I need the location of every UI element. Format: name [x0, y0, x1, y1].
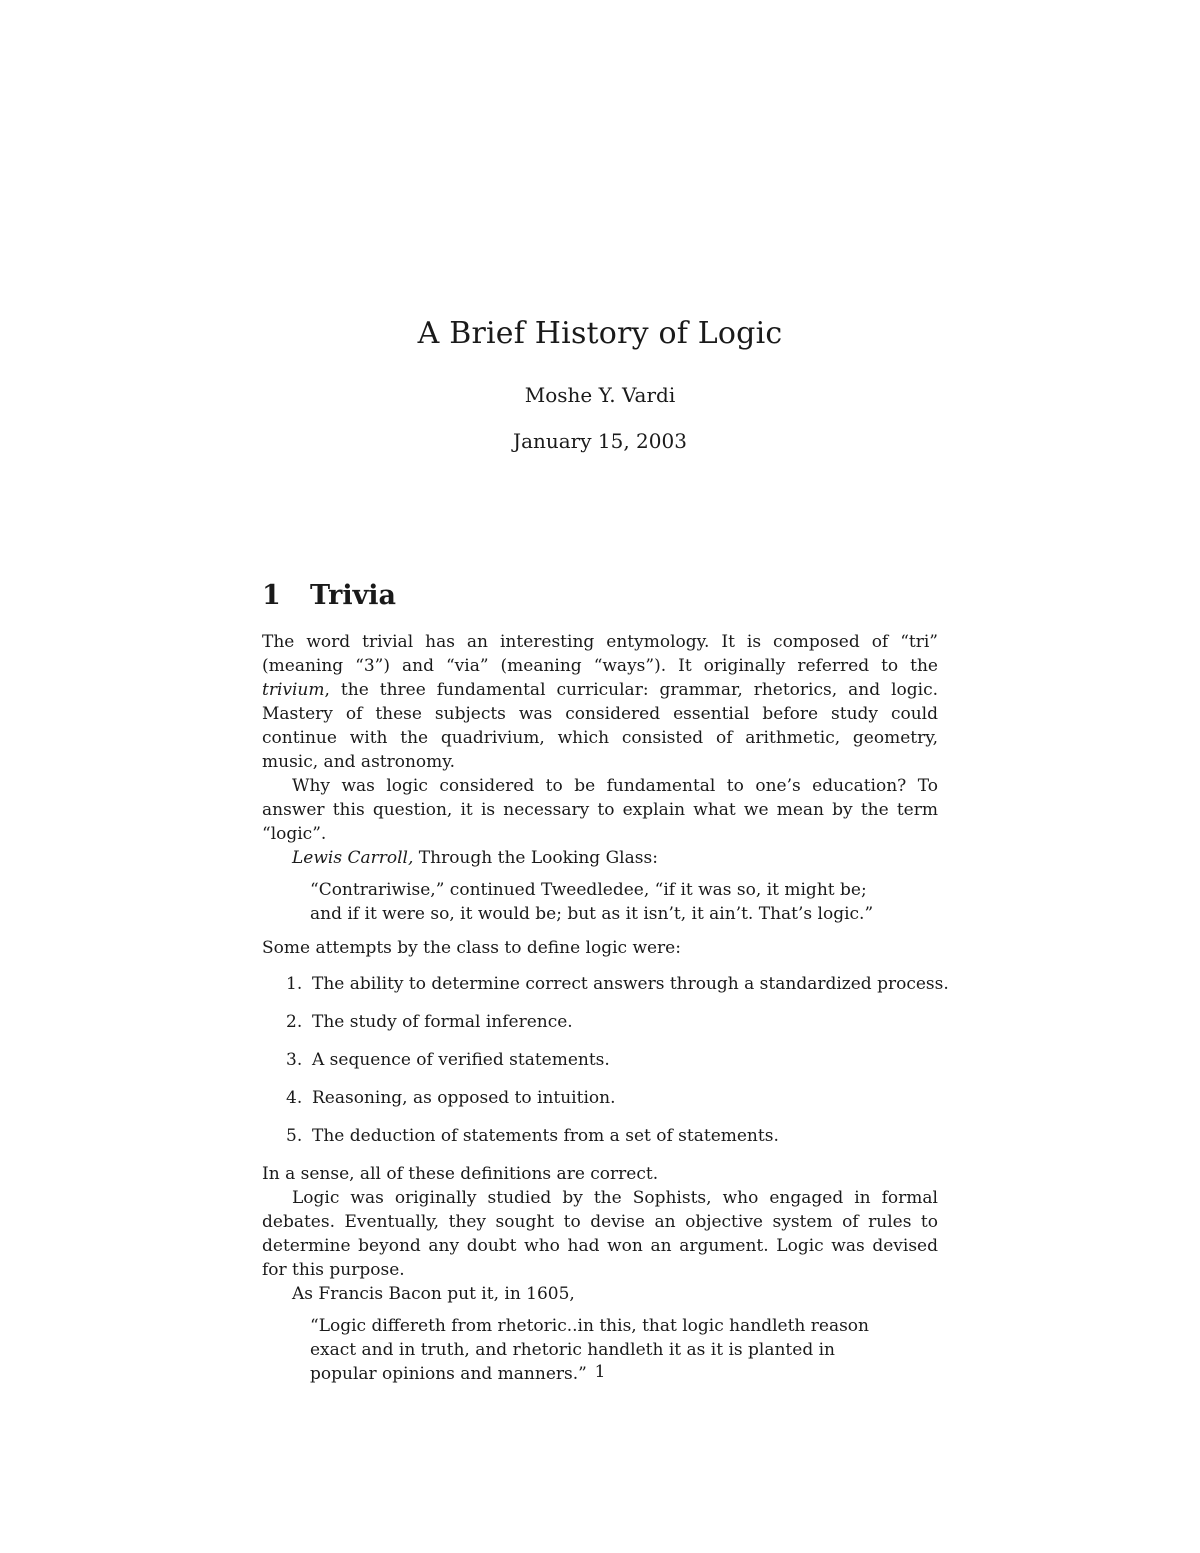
paper-date: January 15, 2003: [513, 429, 687, 453]
list-item: [286, 1010, 938, 1034]
paragraph-text: The word trivial has an interesting entymology. It is composed of “tri” (meaning “3”) and “via” (meaning “ways”). It originally referred to the: [262, 632, 938, 676]
list-item-number: 2.: [286, 1012, 303, 1032]
page-number: 1: [594, 1362, 606, 1382]
paragraph-bacon-intro: As Francis Bacon put it, in 1605,: [292, 1284, 575, 1304]
list-item: [286, 972, 949, 996]
list-item-text: The deduction of statements from a set of statements.: [312, 1126, 779, 1146]
definitions-list: [286, 972, 949, 1148]
emphasis-trivium: trivium: [262, 680, 325, 700]
section-title: Trivia: [310, 580, 397, 611]
list-item-text: The ability to determine correct answers through a standardized process.: [312, 974, 949, 994]
quote-text: “Contrariwise,” continued Tweedledee, “if it was so, it might be; and if it were so, it would be; but as it isn’t, it ain’t. That’s logic.”: [310, 880, 874, 924]
list-item-text: Reasoning, as opposed to intuition.: [312, 1088, 616, 1108]
paragraph-text: Through the Looking Glass:: [413, 848, 658, 868]
quote-text: “Logic differeth from rhetoric..in this, that logic handleth reason exact and in truth, and rhetoric handleth it as it is planted in popular opinions and manners.”: [310, 1316, 869, 1384]
paragraph-definitions-intro: Some attempts by the class to define logic were:: [262, 938, 681, 958]
paragraph-text: , the three fundamental curricular: grammar, rhetorics, and logic. Mastery of these subjects was considered essential before study could continue with the quadrivium, which consisted of arithmetic, geometry, music, and astronomy.: [262, 680, 938, 772]
list-item-text: A sequence of verified statements.: [312, 1050, 610, 1070]
section-body: [262, 630, 949, 1396]
paragraph-citation: [262, 846, 938, 870]
section-heading: [262, 580, 396, 611]
list-item: [286, 1124, 938, 1148]
paragraph-etymology: [262, 630, 938, 774]
list-item-number: 1.: [286, 974, 303, 994]
blockquote-carroll: [310, 878, 890, 926]
list-item-number: 4.: [286, 1088, 303, 1108]
paragraph-sophists: Logic was originally studied by the Sophists, who engaged in formal debates. Eventually, they sought to devise an objective system of rules to determine beyond any doubt who had won an argument. Logic was devised for this purpose.: [262, 1188, 938, 1280]
section-number: 1: [262, 580, 281, 611]
list-item: [286, 1048, 938, 1072]
paragraph-question: Why was logic considered to be fundamental to one’s education? To answer this question, it is necessary to explain what we mean by the term “logic”.: [262, 776, 938, 844]
list-item-number: 5.: [286, 1126, 303, 1146]
list-item-text: The study of formal inference.: [312, 1012, 573, 1032]
paper-title: A Brief History of Logic: [417, 316, 783, 351]
emphasis-author: Lewis Carroll,: [292, 848, 414, 868]
paragraph-conclusion: In a sense, all of these definitions are correct.: [262, 1164, 659, 1184]
author-name: Moshe Y. Vardi: [524, 383, 676, 407]
list-item-number: 3.: [286, 1050, 303, 1070]
list-item: [286, 1086, 938, 1110]
